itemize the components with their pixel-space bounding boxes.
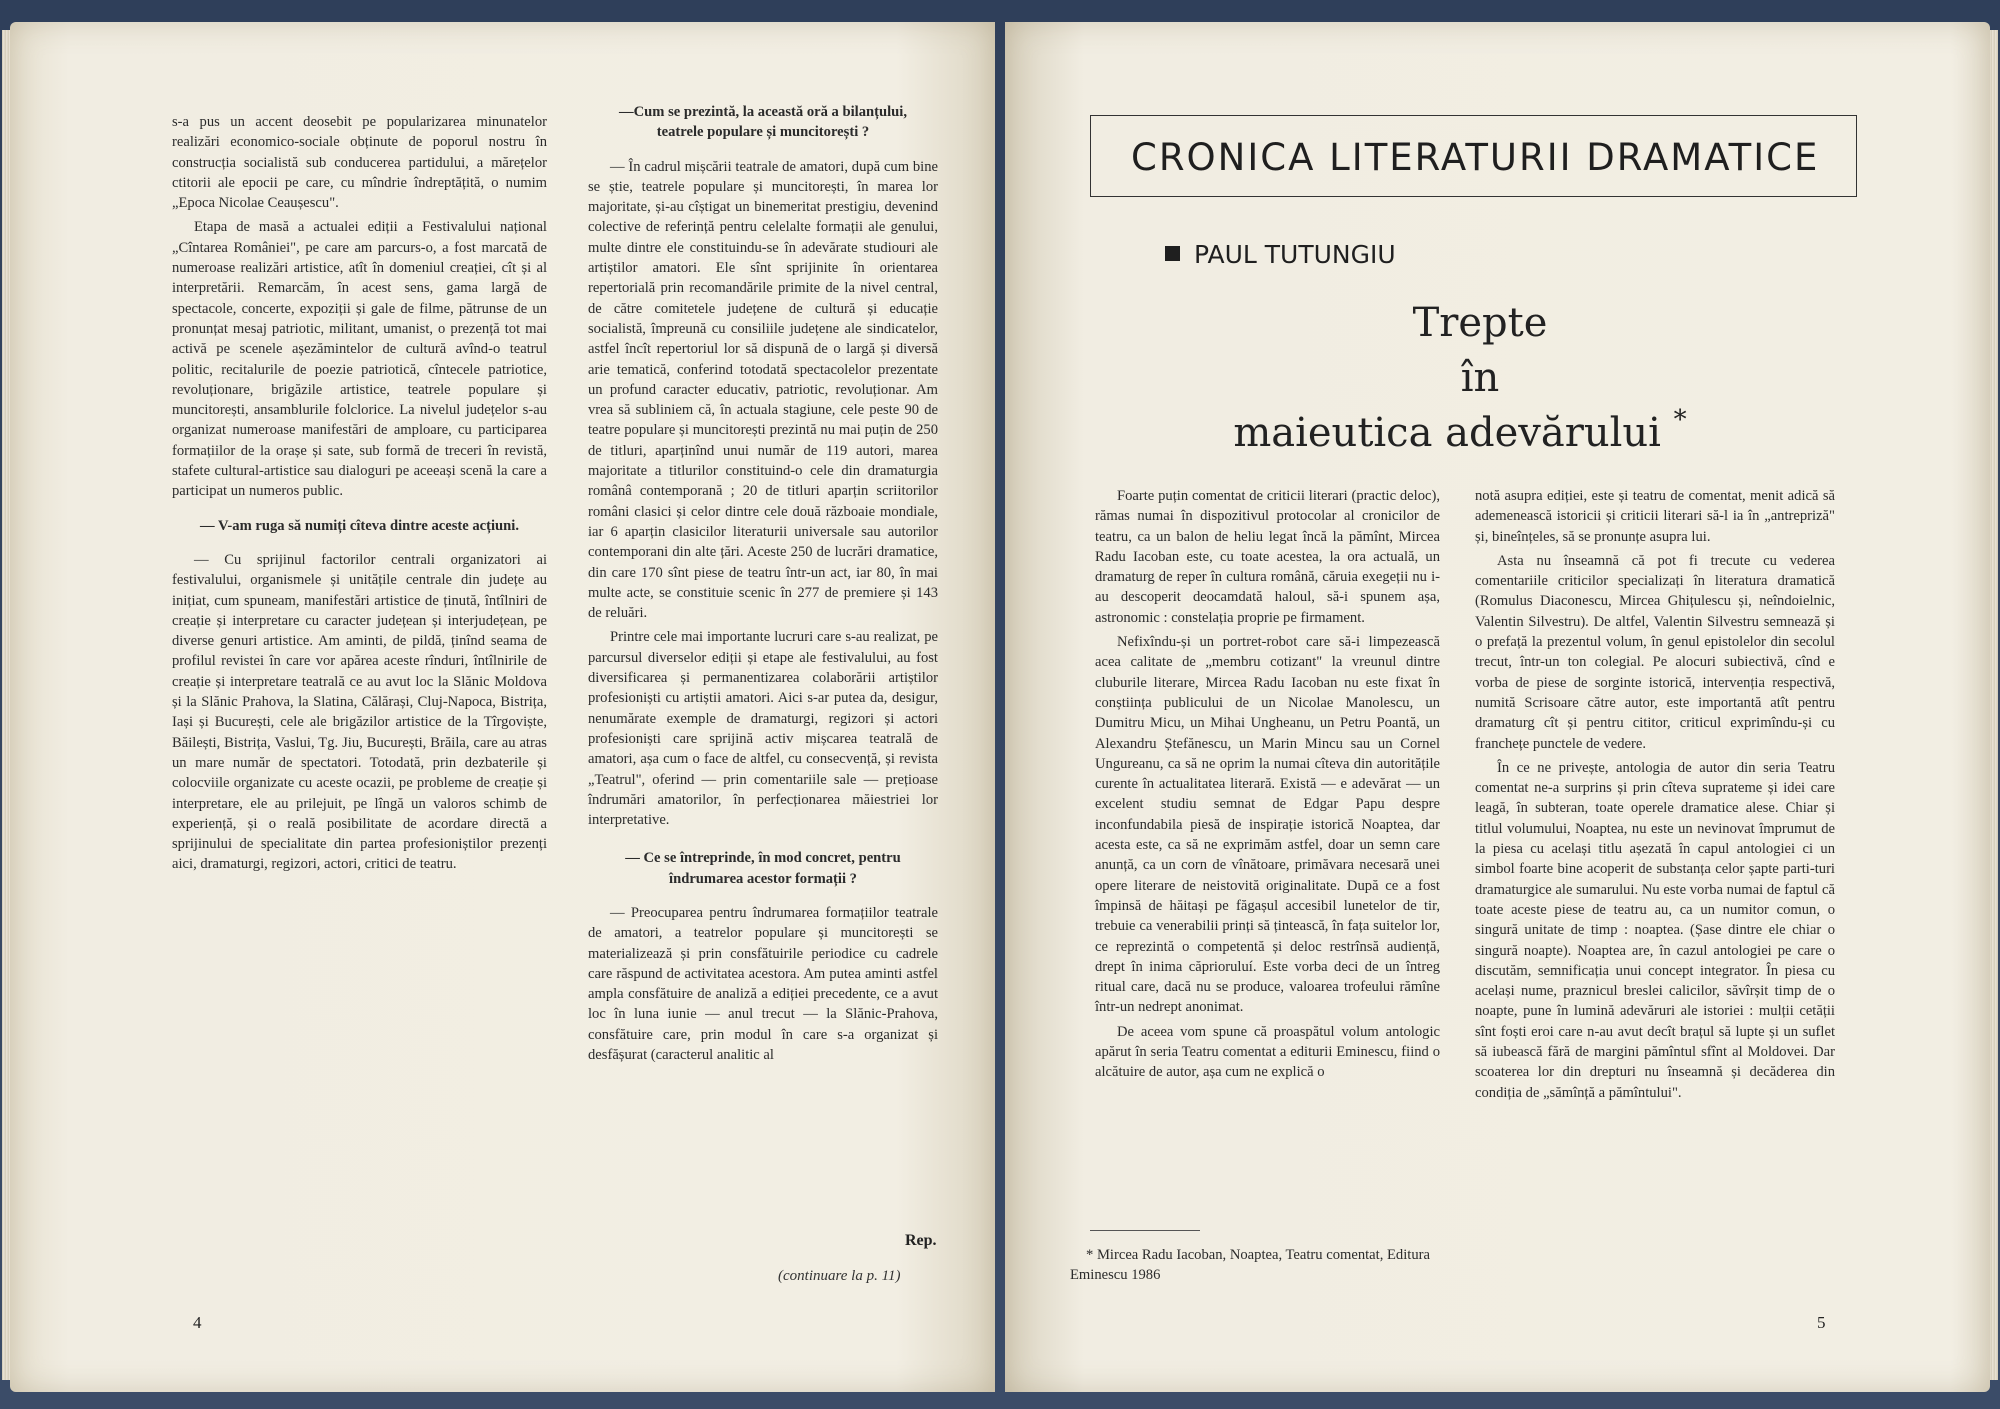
signature: Rep.	[905, 1232, 937, 1249]
author-byline	[1165, 240, 1396, 269]
article-title-line-3	[1180, 405, 1740, 456]
paragraph: notă asupra ediției, este și teatru de comentat, menit adică să ademenească istoricii și criticii literari să-l ia în „antrepriză" și, bineînțeles, să se pronunțe asupra lui.	[1475, 488, 1835, 545]
paragraph: — Cu sprijinul factorilor centrali organizatori ai festivalului, organismele și unitățile centrale din județe au inițiat, cum spuneam, manifestări artistice de ținută, întîlniri de creație și interpretare cu caracter județean și interjudețean, pe diverse genuri artistice. Am aminti, de pildă, ținînd seama de profilul revistei în care vor apărea aceste rînduri, întîlnirile de creație și interpretare teatrală ce au avut loc la Slănic Moldova și la Slănic Prahova, la Slatina, Călărași, Cluj-Napoca, Bistrița, Iași și București, cele ale brigăzilor artistice de la Tîrgoviște, Băilești, Bistrița, Vaslui, Tg. Jiu, București, Brăila, care au atras un mare număr de spectatori. Totodată, prin dezbaterile și colocviile organizate cu aceste ocazii, pe probleme de creație și interpretare, ele au prilejuit, pe lîngă un valoros schimb de experiență, și o reală posibilitate de acordare directă a sprijinului de specialitate din partea profesioniștilor prezenți aici, dramaturgi, regizori, actori, critici de teatru.	[172, 551, 547, 873]
interview-question: —Cum se prezintă, la această oră a bilanțului, teatrele populare și muncitorești ?	[619, 104, 907, 141]
footnote-mark: *	[1673, 405, 1687, 435]
paragraph: Nefixîndu-și un portret-robot care să-i limpezească acea calitate de „membru cotizant" la vreunul dintre cluburile literare, Mircea Radu Iacoban nu este fixat în conștiința publicului de un Nicolae Manolescu, un Dumitru Micu, un Mihai Ungheanu, un Petru Poantă, un Alexandru Ștefănescu, un Marin Mincu sau un Cornel Ungureanu, ca să ne oprim la numai cîteva din autoritățile curente în actualitatea literară. Există — e adevărat — un excelent studiu semnat de Edgar Papu despre inconfundabila piesă de inspirație istorică Noaptea, dar acesta este, ca să ne exprimăm astfel, doar un semn care anunță, ca un corn de vînătoare, primăvara necesară unei opere literare de neistovită originalitate. După ce a fost împinsă de hăitași pe făgașul accesibil lunetelor de tir, trebuie ca venerabilii prinți să țintească, în fața suitelor lor, ce reprezintă o competentă și deloc restrînsă audiență, drept în inima căprioruluí. Este vorba deci de un întreg ritual care, dacă nu se produce, valoarea trofeului rămîne într-un nedrept anonimat.	[1095, 634, 1440, 1016]
article-title-line-2: în	[1460, 355, 1500, 401]
section-header-box	[1090, 115, 1857, 197]
square-bullet-icon	[1165, 246, 1180, 261]
paragraph: De aceea vom spune că proaspătul volum antologic apărut în seria Teatru comentat a editurii Eminescu, fiind o alcătuire de autor, așa cum ne explică o	[1095, 1023, 1440, 1081]
interview-question: — V-am ruga să numiți cîteva dintre aceste acțiuni.	[199, 517, 519, 534]
left-page-column-2	[588, 102, 938, 1069]
right-page-column-1	[1095, 486, 1440, 1087]
paragraph: Foarte puțin comentat de criticii literari (practic deloc), rămas numai în dispozitivul protocolar al cronicilor de teatru, ca un balon de heliu legat încă la pămînt, Mircea Radu Iacoban este, cu toate acestea, la ora actuală, un dramaturg de reper în cultura română, căruia exegeții nu i-au descoperit deocamdată haloul, să-i spunem așa, astronomic : constelația proprie pe firmament.	[1095, 488, 1440, 626]
paragraph: Printre cele mai importante lucruri care s-au realizat, pe parcursul diverselor ediții și etape ale festivalului, au fost diversificarea și permanentizarea colaborării artiștilor profesioniști cu artiștii amatori. Aici s-ar putea da, desigur, nenumărate exemple de dramaturgi, regizori și actori profesioniști care sprijină activ mișcarea teatrală de amatori, așa cum o face de altfel, cu consecvență, și revista „Teatrul", oferind — prin comentariile sale — prețioase îndrumări amatorilor, în perfecționarea măiestriei lor interpretative.	[588, 629, 938, 829]
paragraph: — În cadrul mișcării teatrale de amatori, după cum bine se știe, teatrele populare și muncitorești, în marea lor majoritate, și-au cîștigat un binemeritat prestigiu, devenind colective de referință pentru celelalte formații ale genului, multe dintre ele constituindu-se în adevărate studiouri ale artiștilor amatori. Ele sînt sprijinite în orientarea repertorială prin recomandările primite de la nivel central, de către comitetele județene de cultură și educație socialistă, împreună cu consiliile județene ale sindicatelor, astfel încît repertoriul lor să dispună de o largă și diversă arie tematică, conferind totodată spectacolelor prezentate un profund caracter educativ, patriotic, revoluționar. Am vrea să subliniem că, în actuala stagiune, cele peste 90 de teatre populare și muncitorești prezintă nu mai puțin de 250 de titluri, aparținînd unui număr de 119 autori, marea majoritate a titlurilor constituind-o cele din dramaturgia românâ contemporană ; 20 de titluri aparțin scriitorilor români clasici și celor dintre cele două războaie mondiale, iar 6 aparțin clasicilor literaturii universale sau autorilor contemporani din alte țări. Aceste 250 de lucrări dramatice, din care 170 sînt piese de teatru într-un act, iar 80, în mai multe acte, se constituie scenic în 277 de premiere și 143 de reluări.	[588, 158, 938, 622]
footnote: * Mircea Radu Iacoban, Noaptea, Teatru comentat, Editura Eminescu 1986	[1070, 1247, 1430, 1283]
title-text: maieutica adevărului	[1233, 410, 1661, 456]
paragraph: În ce ne privește, antologia de autor din seria Teatru comentat ne-a surprins și prin cîteva suprateme și idei care leagă, în subteran, toate operele dramatice alese. Chiar și titlul volumului, Noaptea, nu este un nevinovat împrumut de la piesa cu același titlu așezată în capul antologiei ci un simbol foarte bine acoperit de substanța celor șapte parti-turi dramaturgice ale sumarului. Nu este vorba numai de faptul că toate aceste piese de teatru au, ca un numitor comun, o singură unitate de timp : noaptea. (Șase dintre ele chiar o singură noapte). Noaptea are, în cazul antologiei pe care o discutăm, semnificația unui concept integrator. În piesa cu același nume, praznicul breslei calicilor, săvîrșit timp de o noapte, pune în lumină adevăruri ale istoriei : mulții cetății sînt foști eroi care n-au avut decît brațul să lupte și un suflet să iubească fără de margini pămîntul sfînt al Moldovei. Dar scoaterea lor din drepturi nu înseamnă și decăderea din condiția de „sămînță a pămîntului".	[1475, 759, 1835, 1101]
paragraph: s-a pus un accent deosebit pe popularizarea minunatelor realizări economico-sociale obținute de poporul nostru în construcția socialistă sub conducerea partidului, a mărețelor ctitorii ale epocii pe care, cu mîndrie îndreptățită, o numim „Epoca Nicolae Ceaușescu".	[172, 114, 547, 212]
section-header: CRONICA LITERATURII DRAMATICE	[1131, 136, 1820, 179]
right-page-column-2	[1475, 486, 1835, 1107]
paragraph: — Preocuparea pentru îndrumarea formațiilor teatrale de amatori, a teatrelor populare și muncitorești se materializează și prin consfătuirile periodice cu cadrele care răspund de activitatea acestora. Am putea aminti astfel ampla consfătuire de analiză a ediției precedente, ce a avut loc în luna iunie — anul trecut — la Slănic-Prahova, consfătuire care, prin modul în care s-a organizat și desfășurat (caracterul analitic al	[588, 904, 938, 1064]
left-page-column-1	[172, 112, 547, 879]
author-name: PAUL TUTUNGIU	[1194, 240, 1396, 269]
page-number-right: 5	[1817, 1313, 1826, 1332]
continuation-note: (continuare la p. 11)	[778, 1268, 901, 1284]
article-title-line-1: Trepte	[1412, 300, 1548, 346]
page-number-left: 4	[193, 1313, 202, 1332]
footnote-rule	[1090, 1230, 1200, 1231]
interview-question: — Ce se întreprinde, în mod concret, pentru îndrumarea acestor formații ?	[625, 850, 901, 887]
paragraph: Asta nu înseamnă că pot fi trecute cu vederea comentariile criticilor specializați în literatura dramatică (Romulus Diaconescu, Mircea Ghițulescu și, neîndoielnic, Valentin Silvestru). De altfel, Valentin Silvestru semnează și o prefață la prezentul volum, în genul epistolelor din secolul trecut, într-un ton colegial. Pe alocuri subiectivă, cînd e vorba de piese de sorginte istorică, intervenția respectivă, numită Scrisoare către autor, este importantă atît pentru dramaturg cît și pentru cititor, criticul exprimîndu-și cu franchețe punctele de vedere.	[1475, 552, 1835, 752]
paragraph: Etapa de masă a actualei ediții a Festivalului național „Cîntarea României", pe care am parcurs-o, a fost marcată de numeroase realizări artistice, atît în domeniul creației, cît și al interpretării. Remarcăm, în acest sens, gama largă de spectacole, concerte, expoziții și gale de filme, pătrunse de un pronunțat mesaj patriotic, militant, umanist, o prezență tot mai activă pe scenele așezămintelor de cultură avînd-o teatrul politic, recitalurile de poezie patriotică, cîntecele patriotice, revoluționare, brigăzile artistice, teatrele populare și muncitorești, ansamblurile folclorice. La nivelul județelor s-au organizat numeroase manifestări de amploare, cu participarea formațiilor de la orașe și sate, sub formă de treceri în revistă, stafete cultural-artistice sau dialoguri pe aceeași scenă la care a participat un numeros public.	[172, 219, 547, 500]
